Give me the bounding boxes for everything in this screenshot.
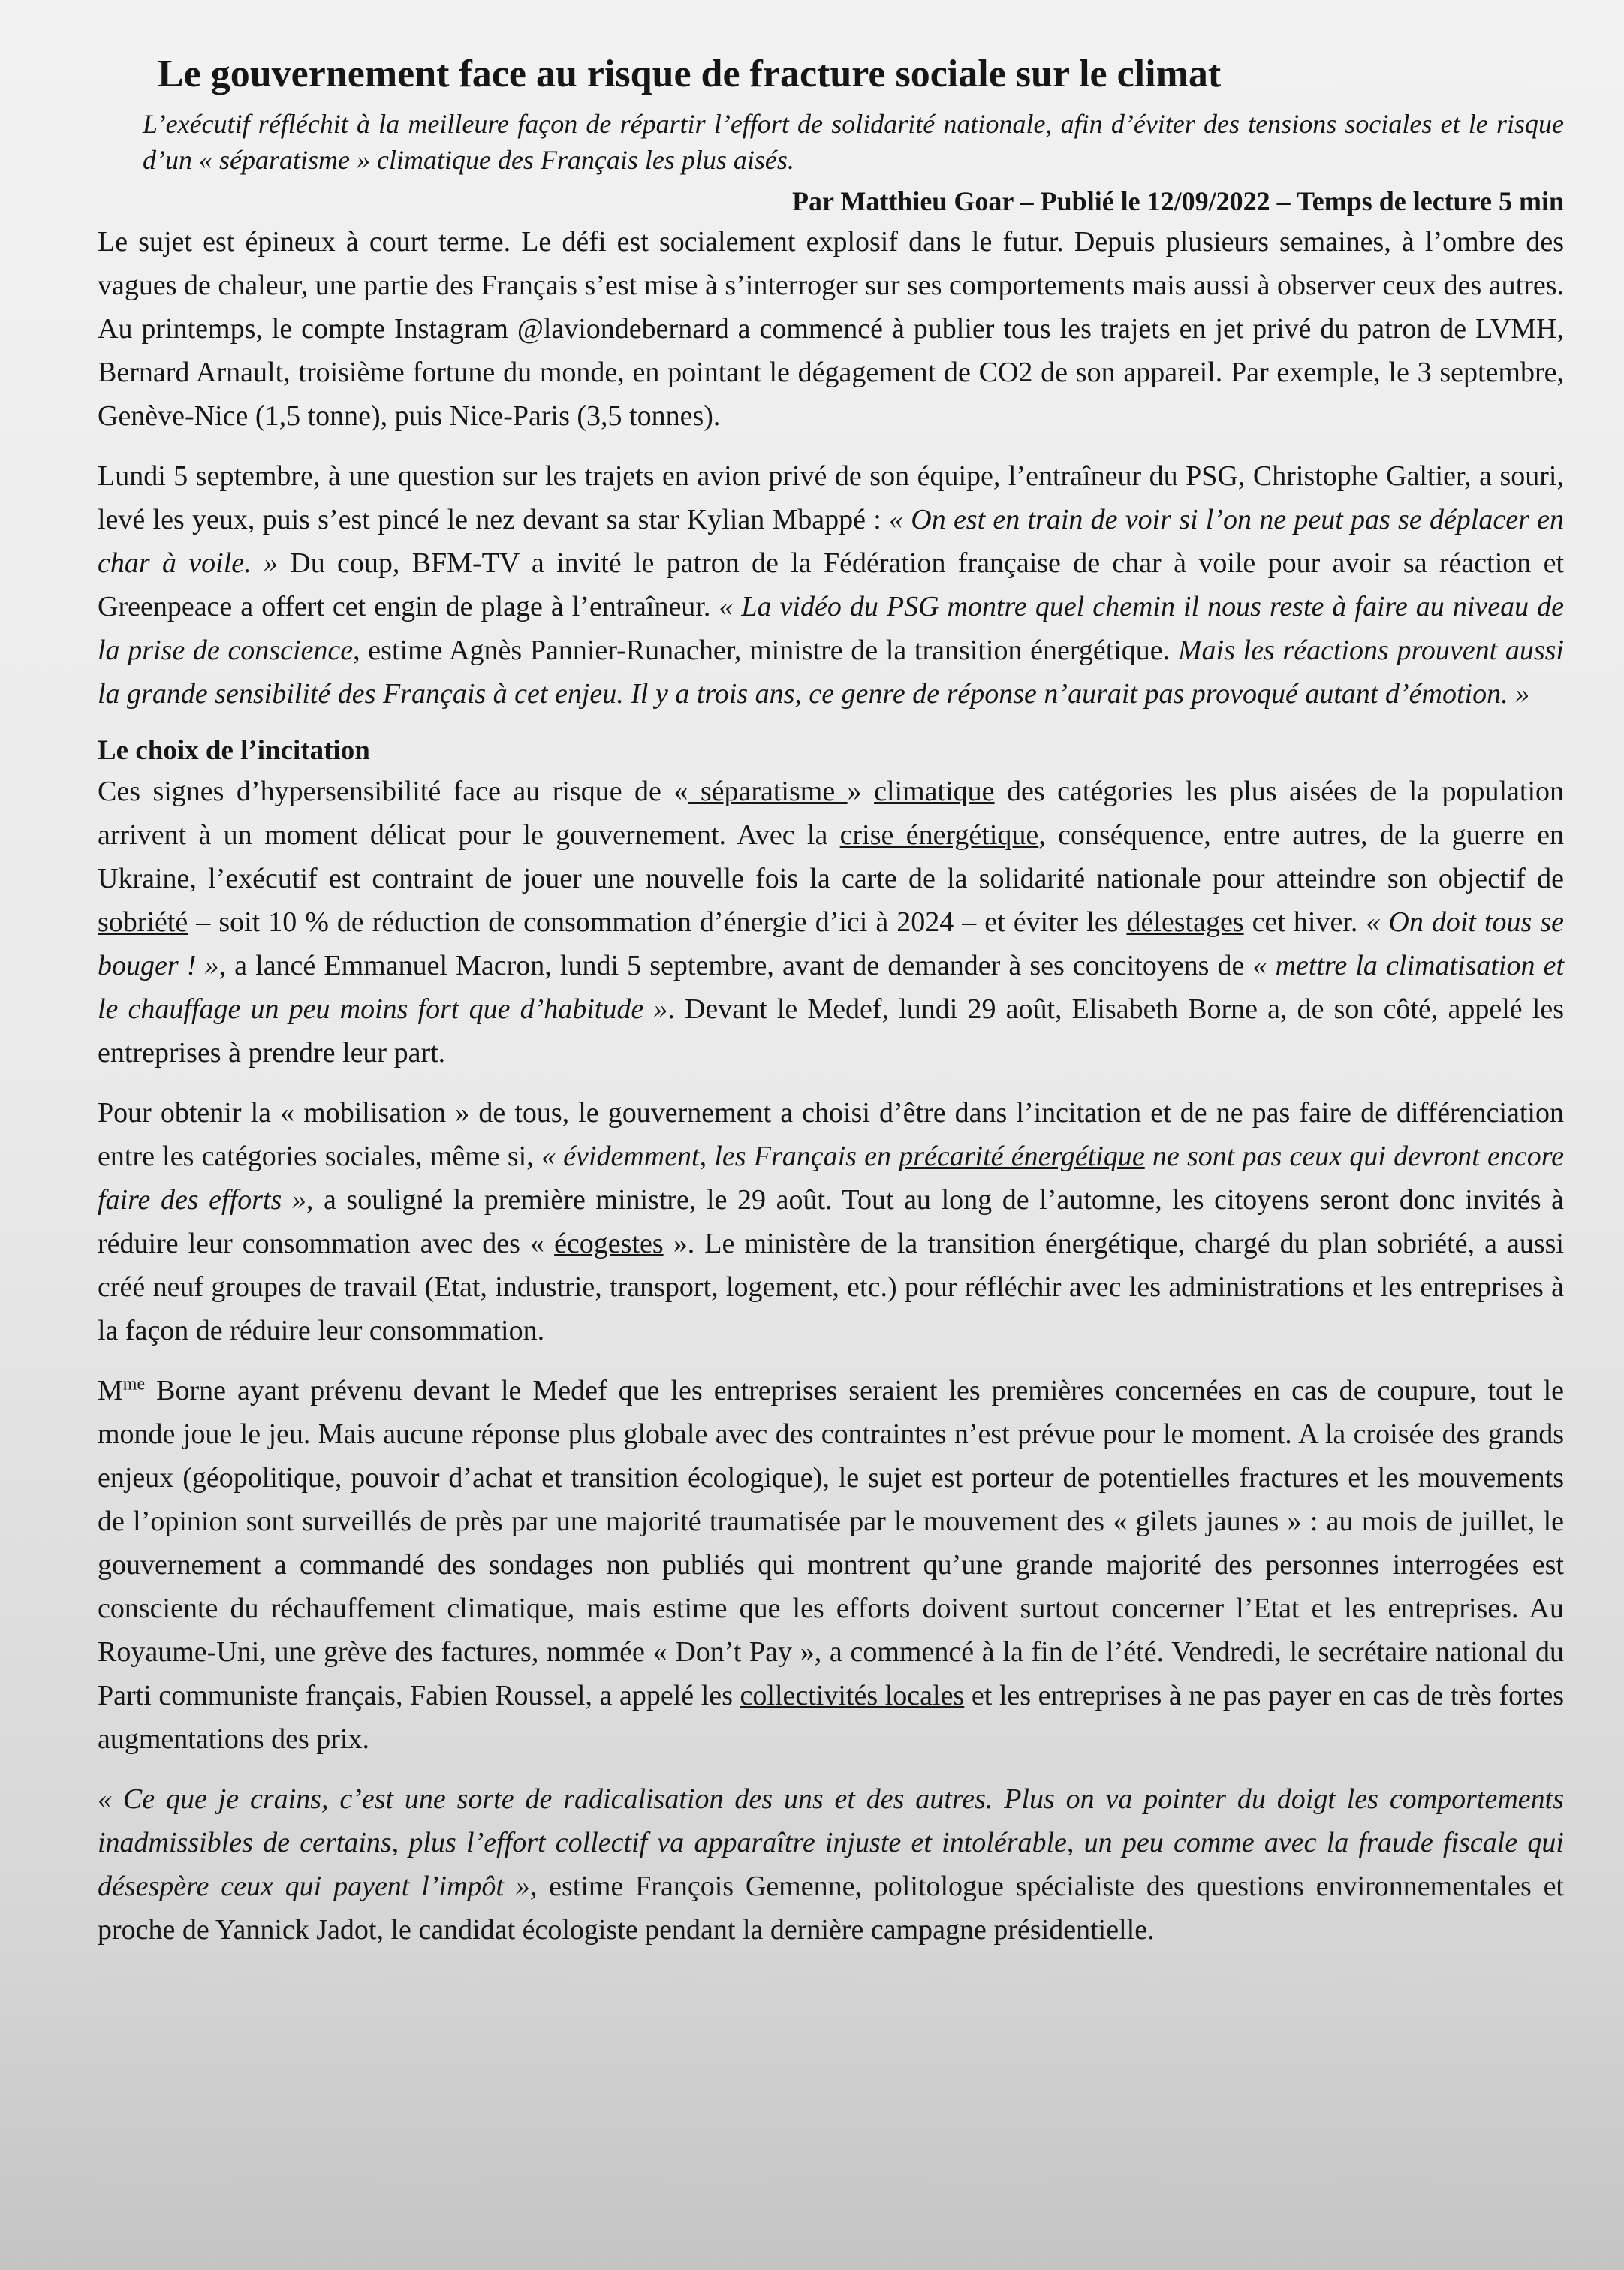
quote-text: Mais les réactions prouvent aussi la grande sensibilité des Français à cet enjeu. Il y a trois ans, ce genre de réponse n’aurait pas provoqué autant d’émotion. » [98,635,1564,710]
underlined-term: climatique [874,776,995,808]
quote-text: « La vidéo du PSG montre quel chemin il nous reste à faire au niveau de la prise de conscience [98,591,1564,667]
text-run: , a souligné la première ministre, le 29 août. Tout au long de l’automne, les citoyens seront donc invités à réduire leur consommation avec des « [98,1184,1564,1260]
text-run: Du coup, BFM-TV a invité le patron de la Fédération française de char à voile pour avoir sa réaction et Greenpeace a offert cet engin de plage à l’entraîneur. [98,547,1564,623]
paragraph [98,454,1564,716]
text-run: Le sujet est épineux à court terme. Le défi est socialement explosif dans le futur. Depuis plusieurs semaines, à l’ombre des vagues de chaleur, une partie des Français s’est mise à s’interroger sur ses comportements mais aussi à observer ceux des autres. Au printemps, le compte Instagram @laviondebernard a commencé à publier tous les trajets en jet privé du patron de LVMH, Bernard Arnault, troisième fortune du monde, en pointant le dégagement de CO2 de son appareil. Par exemple, le 3 septembre, Genève-Nice (1,5 tonne), puis Nice-Paris (3,5 tonnes). [98,226,1564,433]
text-run: Lundi 5 septembre, à une question sur les trajets en avion privé de son équipe, l’entraîneur du PSG, Christophe Galtier, a souri, levé les yeux, puis s’est pincé le nez devant sa star Kylian Mbappé : [98,460,1564,536]
underlined-term: délestages [1126,906,1244,939]
quote-text: « Ce que je crains, c’est une sorte de radicalisation des uns et des autres. Plus on va pointer du doigt les comportements inadmissibles de certains, plus l’effort collectif va apparaître injuste et intolérable, un peu comme avec la fraude fiscale qui désespère ceux qui payent l’impôt » [98,1783,1564,1903]
article-subtitle: L’exécutif réfléchit à la meilleure façon de répartir l’effort de solidarité nationale, afin d’éviter des tensions sociales et le risque d’un « séparatisme » climatique des Français les plus aisés. [143,109,1564,176]
underlined-term: précarité énergétique [899,1141,1145,1173]
quote-text: « mettre la climatisation et le chauffage un peu moins fort que d’habitude » [98,950,1565,1026]
quote-text: ne sont pas ceux qui devront encore faire des efforts » [98,1141,1564,1216]
text-run: , estime François Gemenne, politologue spécialiste des questions environnementales et proche de Yannick Jadot, le candidat écologiste pendant la dernière campagne présidentielle. [98,1871,1564,1946]
underlined-term: collectivités locales [740,1680,965,1712]
article-byline: Par Matthieu Goar – Publié le 12/09/2022 – Temps de lecture 5 min [792,186,1564,217]
article-title: Le gouvernement face au risque de fracture sociale sur le climat [158,53,1222,95]
underlined-term: crise énergétique [839,819,1039,852]
text-run: , conséquence, entre autres, de la guerre en Ukraine, l’exécutif est contraint de jouer une nouvelle fois la carte de la solidarité nationale pour atteindre son objectif de [98,819,1564,895]
article-body-intro [98,220,1564,716]
quote-text: « On doit tous se bouger ! » [98,906,1565,982]
paragraph [98,770,1564,1075]
text-run: – soit 10 % de réduction de consommation d’énergie d’ici à 2024 – et éviter les [188,906,1127,939]
paragraph [98,1091,1564,1352]
text-run: me [122,1374,146,1394]
text-run: » [847,776,875,808]
paragraph [98,1369,1564,1761]
text-run: ». Le ministère de la transition énergétique, chargé du plan sobriété, a aussi créé neuf groupes de travail (Etat, industrie, transport, logement, etc.) pour réfléchir avec les administrations et les entreprises à la façon de réduire leur consommation. [98,1228,1564,1347]
underlined-term: écogestes [554,1228,664,1260]
underlined-term: séparatisme [688,776,848,808]
text-run: des catégories les plus aisées de la population arrivent à un moment délicat pour le gouvernement. Avec la [98,776,1565,852]
text-run: Borne ayant prévenu devant le Medef que les entreprises seraient les premières concernées en cas de coupure, tout le monde joue le jeu. Mais aucune réponse plus globale avec des contraintes n’est prévue pour le moment. A la croisée des grands enjeux (géopolitique, pouvoir d’achat et transition écologique), le sujet est porteur de potentielles fractures et les mouvements de l’opinion sont surveillés de près par une majorité traumatisée par le mouvement des « gilets jaunes » : au mois de juillet, le gouvernement a commandé des sondages non publiés qui montrent qu’une grande majorité des personnes interrogées est consciente du réchauffement climatique, mais estime que les efforts doivent surtout concerner l’Etat et les entreprises. Au Royaume-Uni, une grève des factures, nommée « Don’t Pay », a commencé à la fin de l’été. Vendredi, le secrétaire national du Parti communiste français, Fabien Roussel, a appelé les [98,1375,1564,1712]
text-run: Ces signes d’hypersensibilité face au risque de « [98,776,688,808]
text-run: . Devant le Medef, lundi 29 août, Elisabeth Borne a, de son côté, appelé les entreprises à prendre leur part. [98,993,1564,1069]
text-run: et les entreprises à ne pas payer en cas de très fortes augmentations des prix. [98,1680,1564,1756]
text-run: M [98,1375,123,1407]
quote-text: « On est en train de voir si l’on ne peut pas se déplacer en char à voile. » [98,504,1564,580]
underlined-term: sobriété [98,906,188,939]
text-run: , estime Agnès Pannier-Runacher, ministre de la transition énergétique. [353,635,1178,667]
paragraph [98,220,1564,438]
text-run: cet hiver. [1243,906,1366,939]
paragraph [98,1777,1564,1952]
text-run: Pour obtenir la « mobilisation » de tous, le gouvernement a choisi d’être dans l’incitation et de ne pas faire de différenciation entre les catégories sociales, même si, [98,1097,1564,1173]
quote-text: « évidemment, les Français en [541,1141,899,1173]
text-run: , a lancé Emmanuel Macron, lundi 5 septembre, avant de demander à ses concitoyens de [218,950,1253,982]
article-body-section [98,770,1564,1952]
section-heading: Le choix de l’incitation [98,735,370,767]
